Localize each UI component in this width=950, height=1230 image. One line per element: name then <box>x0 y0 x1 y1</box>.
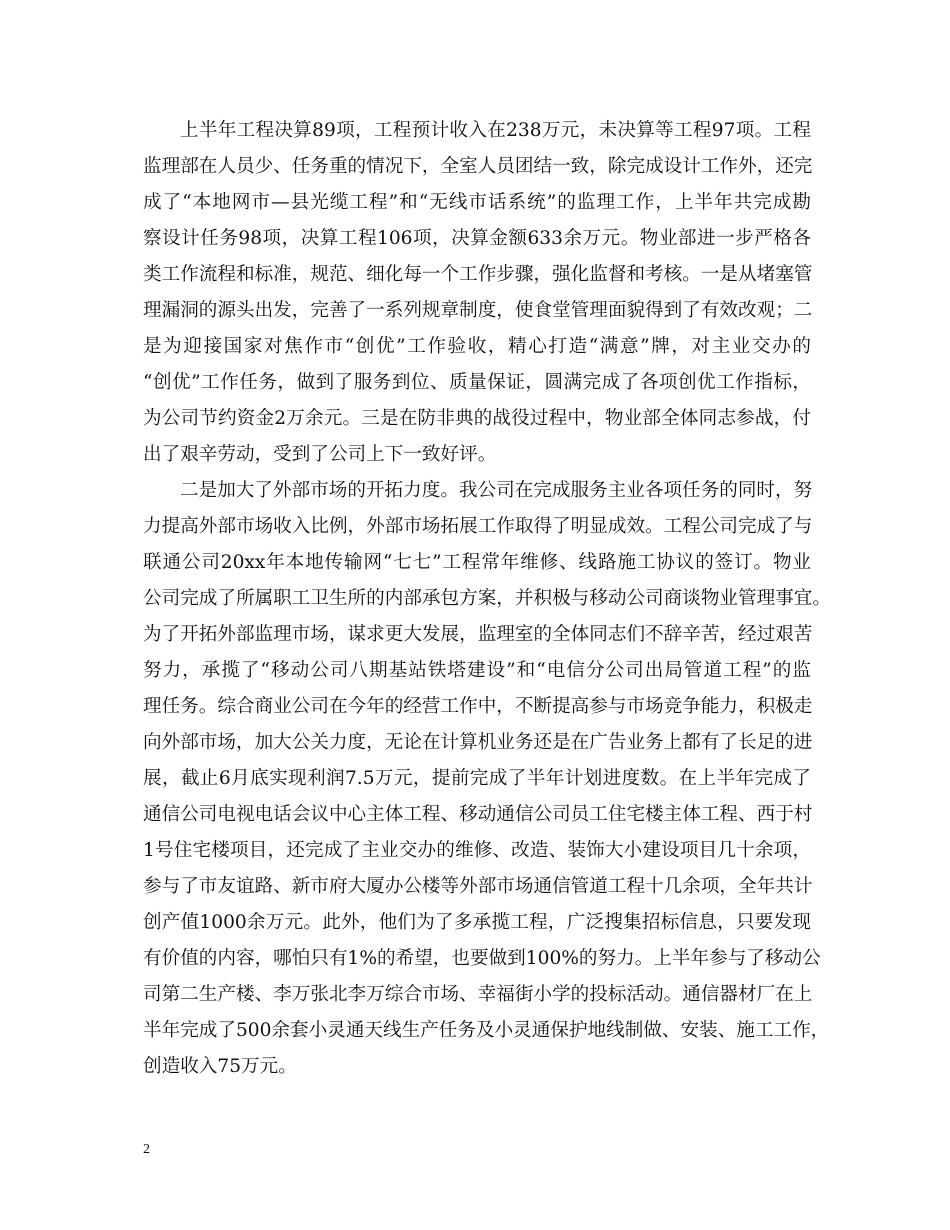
text-line: 理漏洞的源头出发，完善了一系列规章制度，使食堂管理面貌得到了有效改观；二 <box>143 300 813 321</box>
text-line: 联通公司20xx年本地传输网“七七”工程常年维修、线路施工协议的签订。物业 <box>143 552 811 573</box>
text-line: 公司完成了所属职工卫生所的内部承包方案，并积极与移动公司商谈物业管理事宜。 <box>143 588 831 609</box>
text-line: 为公司节约资金2万余元。三是在防非典的战役过程中，物业部全体同志参战，付 <box>143 408 811 429</box>
page-number: 2 <box>143 1142 150 1157</box>
text-line: 力提高外部市场收入比例，外部市场拓展工作取得了明显成效。工程公司完成了与 <box>143 516 813 537</box>
text-line: 类工作流程和标准，规范、细化每一个工作步骤，强化监督和考核。一是从堵塞管 <box>143 264 813 285</box>
text-line: 向外部市场，加大公关力度，无论在计算机业务还是在广告业务上都有了长足的进 <box>143 732 813 753</box>
text-line: 展，截止6月底实现利润7.5万元，提前完成了半年计划进度数。在上半年完成了 <box>143 768 811 789</box>
text-line: 努力，承揽了“移动公司八期基站铁塔建设”和“电信分公司出局管道工程”的监 <box>143 660 811 681</box>
text-line: 是为迎接国家对焦作市“创优”工作验收，精心打造“满意”牌，对主业交办的 <box>143 336 811 357</box>
text-line: 司第二生产楼、李万张北李万综合市场、幸福街小学的投标活动。通信器材厂在上 <box>143 984 813 1005</box>
text-line: 出了艰辛劳动，受到了公司上下一致好评。 <box>143 444 497 465</box>
text-line: 半年完成了500余套小灵通天线生产任务及小灵通保护地线制做、安装、施工工作， <box>143 1020 830 1041</box>
text-line: 通信公司电视电话会议中心主体工程、移动通信公司员工住宅楼主体工程、西于村 <box>143 804 813 825</box>
text-line: 成了“本地网市—县光缆工程”和“无线市话系统”的监理工作，上半年共完成勘 <box>143 192 811 213</box>
text-line: 为了开拓外部监理市场，谋求更大发展，监理室的全体同志们不辞辛苦，经过艰苦 <box>143 624 813 645</box>
text-line: 1号住宅楼项目，还完成了主业交办的维修、改造、装饰大小建设项目几十余项， <box>143 840 811 861</box>
text-line: 创产值1000余万元。此外，他们为了多承揽工程，广泛搜集招标信息，只要发现 <box>143 912 811 933</box>
text-line: 创造收入75万元。 <box>143 1056 297 1077</box>
text-line: 上半年工程决算89项，工程预计收入在238万元，未决算等工程97项。工程 <box>180 120 811 141</box>
text-line: 二是加大了外部市场的开拓力度。我公司在完成服务主业各项任务的同时，努 <box>180 480 813 501</box>
text-line: “创优”工作任务，做到了服务到位、质量保证，圆满完成了各项创优工作指标， <box>143 372 811 393</box>
text-line: 有价值的内容，哪怕只有1%的希望，也要做到100%的努力。上半年参与了移动公 <box>143 948 821 969</box>
text-line: 察设计任务98项，决算工程106项，决算金额633余万元。物业部进一步严格各 <box>143 228 812 249</box>
text-line: 参与了市友谊路、新市府大厦办公楼等外部市场通信管道工程十几余项，全年共计 <box>143 876 813 897</box>
text-line: 理任务。综合商业公司在今年的经营工作中，不断提高参与市场竞争能力，积极走 <box>143 696 813 717</box>
text-line: 监理部在人员少、任务重的情况下，全室人员团结一致，除完成设计工作外，还完 <box>143 156 813 177</box>
